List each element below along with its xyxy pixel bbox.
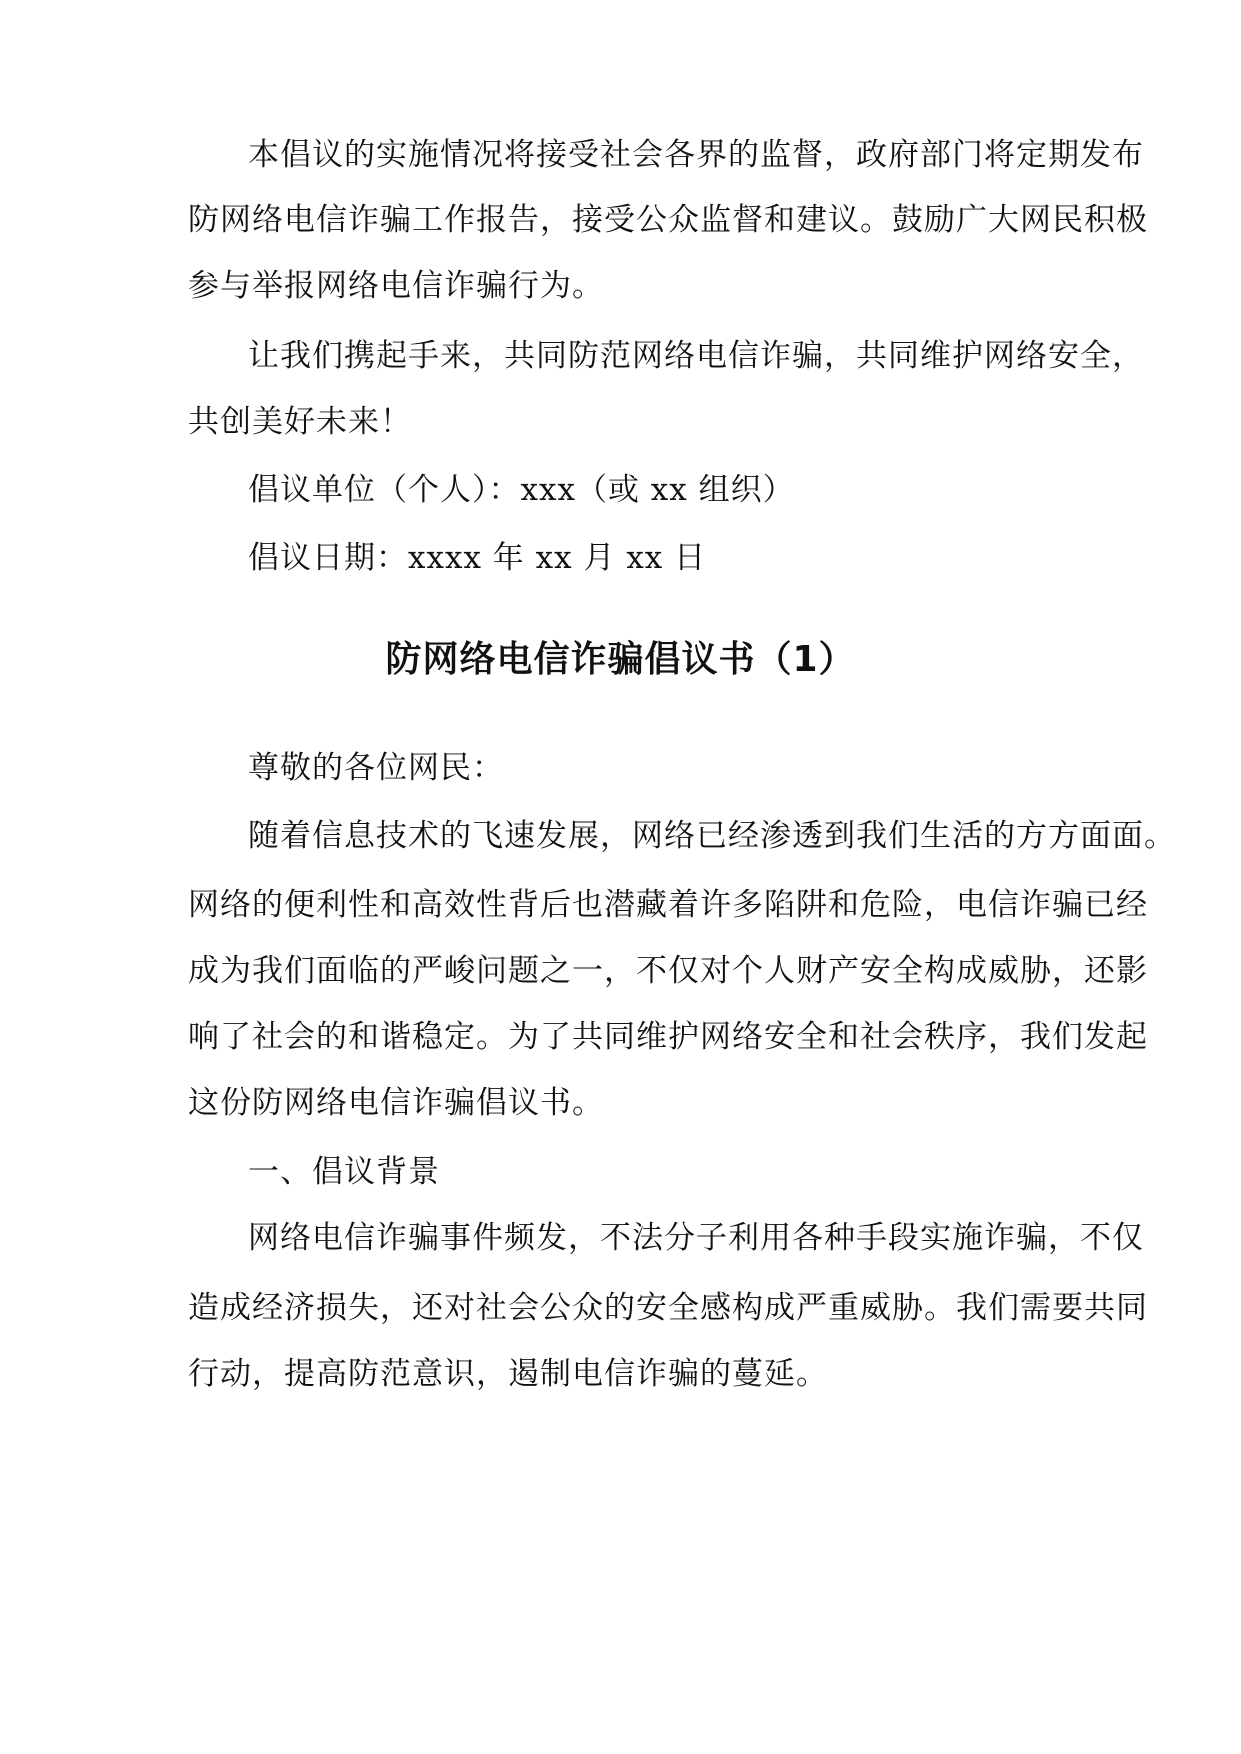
greeting: 尊敬的各位网民： bbox=[248, 750, 504, 786]
paragraph-line: 造成经济损失，还对社会公众的安全感构成严重威胁。我们需要共同 bbox=[188, 1290, 1148, 1326]
paragraph-line: 让我们携起手来，共同防范网络电信诈骗，共同维护网络安全， bbox=[248, 338, 1144, 374]
paragraph-line: 成为我们面临的严峻问题之一，不仅对个人财产安全构成威胁，还影 bbox=[188, 953, 1148, 989]
paragraph-line: 这份防网络电信诈骗倡议书。 bbox=[188, 1085, 604, 1121]
paragraph-line: 参与举报网络电信诈骗行为。 bbox=[188, 268, 604, 304]
paragraph-line: 网络电信诈骗事件频发，不法分子利用各种手段实施诈骗，不仅 bbox=[248, 1220, 1144, 1256]
paragraph-line: 行动，提高防范意识，遏制电信诈骗的蔓延。 bbox=[188, 1356, 828, 1392]
paragraph-line: 网络的便利性和高效性背后也潜藏着许多陷阱和危险，电信诈骗已经 bbox=[188, 887, 1148, 923]
section-heading: 一、倡议背景 bbox=[248, 1154, 440, 1190]
paragraph-line: 响了社会的和谐稳定。为了共同维护网络安全和社会秩序，我们发起 bbox=[188, 1019, 1148, 1055]
paragraph-line: 本倡议的实施情况将接受社会各界的监督，政府部门将定期发布 bbox=[248, 137, 1144, 173]
paragraph-line: 防网络电信诈骗工作报告，接受公众监督和建议。鼓励广大网民积极 bbox=[188, 202, 1148, 238]
paragraph-line: 随着信息技术的飞速发展，网络已经渗透到我们生活的方方面面。 bbox=[248, 818, 1176, 854]
signature-unit: 倡议单位（个人）：xxx（或 xx 组织） bbox=[248, 472, 795, 508]
paragraph-line: 共创美好未来！ bbox=[188, 404, 412, 440]
document-title: 防网络电信诈骗倡议书（1） bbox=[385, 639, 856, 680]
signature-date: 倡议日期：xxxx 年 xx 月 xx 日 bbox=[248, 540, 707, 576]
